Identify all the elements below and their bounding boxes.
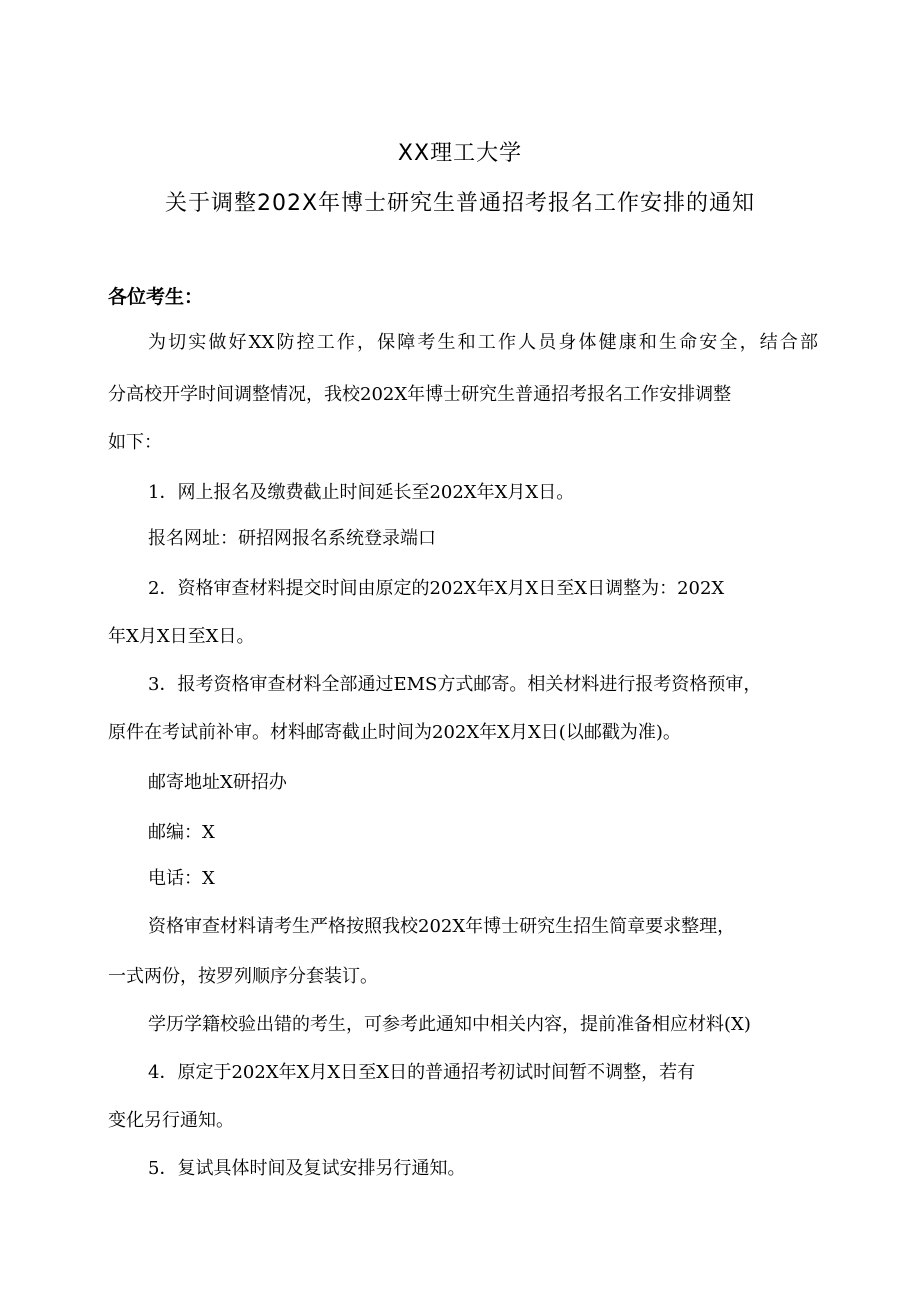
item-1-line: 1．网上报名及缴费截止时间延长至202X年X月X日。 — [148, 482, 575, 503]
body-line: 为切实做好XX防控工作，保障考生和工作人员身体健康和生命安全，结合部 — [148, 332, 818, 353]
registration-url-line: 报名网址：研招网报名系统登录端口 — [148, 528, 436, 549]
notice-title: 关于调整202X年博士研究生普通招考报名工作安排的通知 — [164, 191, 756, 216]
body-line: 变化另行通知。 — [108, 1110, 234, 1131]
body-line: 分高校开学时间调整情况，我校202X年博士研究生普通招考报名工作安排调整 — [108, 384, 732, 405]
university-title: XX理工大学 — [397, 141, 523, 166]
salutation: 各位考生： — [108, 286, 204, 308]
postcode-line: 邮编：X — [148, 822, 215, 843]
mailing-address-line: 邮寄地址X研招办 — [148, 772, 287, 793]
item-3-line: 3．报考资格审查材料全部通过EMS方式邮寄。相关材料进行报考资格预审， — [148, 674, 762, 695]
body-line: 如下： — [108, 432, 162, 453]
body-line: 原件在考试前补审。材料邮寄截止时间为202X年X月X日(以邮戳为准)。 — [108, 722, 681, 743]
item-4-line: 4．原定于202X年X月X日至X日的普通招考初试时间暂不调整，若有 — [148, 1062, 696, 1083]
item-2-line: 2．资格审查材料提交时间由原定的202X年X月X日至X日调整为：202X — [148, 578, 725, 599]
item-5-line: 5．复试具体时间及复试安排另行通知。 — [148, 1158, 466, 1179]
body-line: 资格审查材料请考生严格按照我校202X年博士研究生招生简章要求整理， — [148, 916, 736, 937]
body-line: 学历学籍校验出错的考生，可参考此通知中相关内容，提前准备相应材料(X) — [148, 1014, 751, 1035]
body-line: 一式两份，按罗列顺序分套装订。 — [108, 966, 378, 987]
body-line: 年X月X日至X日。 — [108, 626, 255, 647]
phone-line: 电话：X — [148, 868, 215, 889]
